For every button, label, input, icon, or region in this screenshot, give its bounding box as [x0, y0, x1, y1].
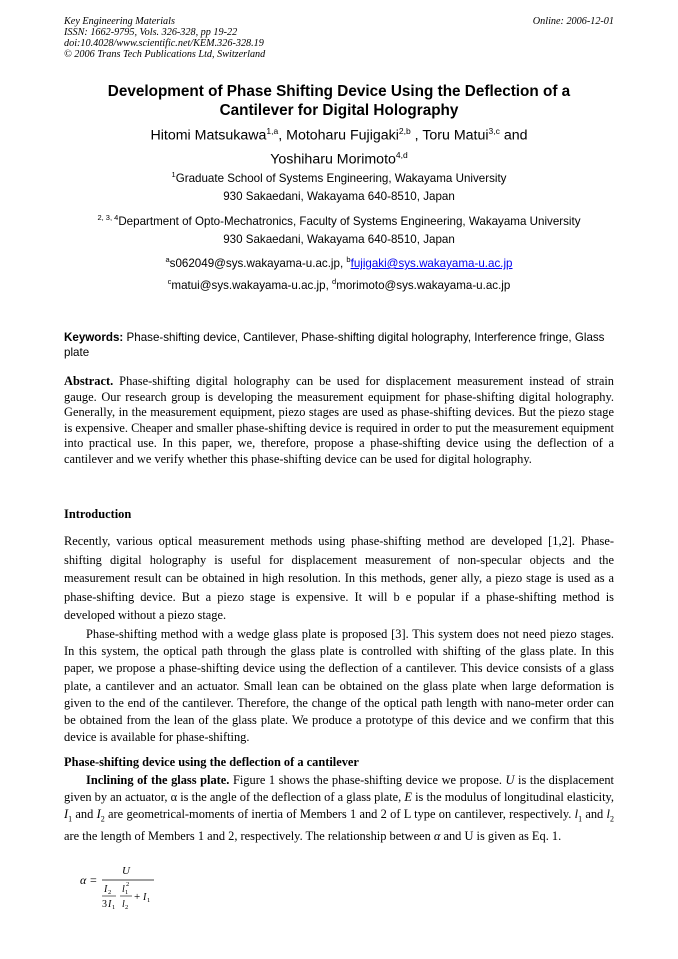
eq-l1: l — [122, 884, 125, 895]
author-4: Yoshiharu Morimoto — [270, 151, 396, 168]
s2-text: is the displacement given by an actuator, — [64, 773, 614, 805]
affiliation-1-text: Graduate School of Systems Engineering, Wakayama University — [175, 171, 507, 185]
email-c: matui@sys.wakayama-u.ac.jp, — [171, 278, 329, 292]
paper-title — [40, 82, 638, 120]
affiliation-2 — [20, 211, 658, 229]
introduction-paragraph-1: Recently, various optical measurement methods using phase-shifting method are developed [1,2]. Phase-shifting digital holography is useful for displacement measurement of non-specular objects and the measurement result can be obtained in high resolution. In this methods, gener ally, a piezo stage is used as a phase-shifting device. But a piezo stage is expensive. It will b e popular if a phase-shifting method is developed without a piezo stage. — [64, 534, 614, 623]
affiliation-2-text: Department of Opto-Mechatronics, Faculty of Systems Engineering, Wakayama University — [118, 214, 581, 228]
author-1: Hitomi Matsukawa — [150, 127, 267, 144]
eq-l1-exp: 2 — [126, 881, 130, 888]
keywords-label: Keywords: — [64, 331, 124, 344]
eq-I2-sub: 2 — [108, 889, 112, 896]
email-b-link[interactable]: fujigaki@sys.wakayama-u.ac.jp — [350, 256, 513, 270]
author-4-sup: 4,d — [395, 149, 408, 160]
s2-text: and — [72, 807, 97, 822]
author-sep: , — [410, 127, 419, 144]
var-i1: I — [64, 807, 69, 822]
var-alpha: α — [170, 790, 178, 805]
var-l2: l — [606, 807, 610, 822]
s2-text: are geometrical-moments of inertia of Members 1 and 2 of L type on cantilever, respectively. — [104, 807, 575, 822]
s2-text: is the modulus of longitudinal elasticity, — [411, 790, 614, 805]
affiliation-1 — [20, 168, 658, 186]
abstract — [64, 374, 614, 467]
var-u: U — [505, 773, 515, 787]
section-2-paragraph — [64, 772, 614, 845]
author-3-sup: 3,c — [488, 126, 500, 136]
eq-plus: + — [134, 891, 141, 903]
equation-1 — [80, 862, 170, 914]
s2-text: are the length of Members 1 and 2, respectively. The relationship between — [64, 829, 434, 844]
eq-I1: I — [108, 899, 112, 910]
eq-I2: I — [104, 884, 108, 895]
keywords-text: Phase-shifting device, Cantilever, Phase-shifting digital holography, Interference fringe, Glass plate — [64, 331, 605, 359]
eq-l1-sub: 1 — [125, 889, 129, 896]
author-and: and — [503, 127, 528, 144]
email-d-sup: d — [332, 277, 337, 286]
abstract-text: Phase-shifting digital holography can be used for displacement measurement instead of strain gauge. Our research group is developing the measurement equipment for phase-shifting digital holography. Generally, in the measurement equipment, piezo stages are used as phase-shifting devices. But the piezo stage is expensive. Cheaper and smaller phase-shifting device is required in order to put the measurement equipment into practical use. In this paper, we, therefore, propose a phase-shifting device using the deflection of a cantilever and we verify whether this phase-shifting device can be used for digital holography. — [64, 374, 614, 466]
author-3: Toru Matui — [422, 127, 489, 144]
affiliation-1-address: 930 Sakaedani, Wakayama 640-8510, Japan — [223, 190, 455, 203]
eq-l2: l — [122, 899, 125, 910]
var-i2: I — [96, 807, 101, 822]
doi-line: doi:10.4028/www.scientific.net/KEM.326-328.19 — [64, 38, 264, 49]
issn-line: ISSN: 1662-9795, Vols. 326-328, pp 19-22 — [64, 27, 238, 38]
eq-I1-sub: 1 — [112, 904, 116, 911]
abstract-label: Abstract. — [64, 374, 114, 388]
title-line-1: Development of Phase Shifting Device Using the Deflection of a — [107, 83, 571, 100]
introduction-paragraph-2: Phase-shifting method with a wedge glass plate is proposed [3]. This system does not need piezo stages. In this system, the optical path through the glass plate is controlled with shifting of the glass plate. In this paper, we propose a phase-shifting device using the deflection of a cantilever. This device consists of a glass plate, a cantilever and an actuator. Small lean can be obtained on the glass plate when large deformation is given to the end of the cantilever. Therefore, the change of the optical path length with nano-meter order can be obtained from the lean of the glass plate. We produce a prototype of this device and we confirm that this device is available for phase-shifting. — [64, 627, 614, 745]
var-alpha: α — [433, 829, 441, 844]
eq-numerator: U — [122, 865, 130, 877]
online-date: Online: 2006-12-01 — [532, 16, 614, 27]
author-1-sup: 1,a — [266, 126, 279, 136]
email-a-sup: a — [165, 255, 170, 264]
email-b-sup: b — [346, 255, 351, 264]
sub-1: 1 — [68, 814, 73, 824]
eq-l2-sub: 2 — [125, 904, 129, 911]
var-e: E — [404, 790, 412, 805]
affiliation-1-sup: 1 — [171, 170, 176, 179]
email-c-sup: c — [167, 277, 172, 286]
var-l1: l — [574, 807, 579, 822]
s2-text: Figure 1 shows the phase-shifting device we propose. — [229, 773, 506, 787]
section-2-heading: Phase-shifting device using the deflection of a cantilever — [64, 755, 359, 769]
author-2-sup: 2,b — [398, 126, 411, 136]
author-2: Motoharu Fujigaki — [286, 127, 399, 144]
email-a: s062049@sys.wakayama-u.ac.jp, — [169, 256, 344, 270]
email-line-1 — [20, 253, 658, 271]
eq-equals: = — [90, 873, 97, 887]
eq-three: 3 — [102, 899, 107, 910]
author-sep: , — [278, 127, 283, 144]
copyright-line: © 2006 Trans Tech Publications Ltd, Switzerland — [64, 49, 266, 60]
title-line-2: Cantilever for Digital Holography — [219, 102, 459, 119]
email-d: morimoto@sys.wakayama-u.ac.jp — [336, 278, 511, 292]
eq-alpha: α — [80, 873, 87, 887]
author-list — [30, 122, 648, 169]
affiliation-2-address: 930 Sakaedani, Wakayama 640-8510, Japan — [223, 233, 455, 246]
subsection-heading: Inclining of the glass plate. — [86, 773, 230, 787]
s2-text: is the angle of the deflection of a glass plate, — [177, 790, 405, 805]
journal-name: Key Engineering Materials — [64, 16, 175, 27]
eq-I1-b: I — [143, 892, 147, 903]
introduction-heading: Introduction — [64, 507, 132, 521]
sub-2: 2 — [100, 814, 105, 824]
sub-1: 1 — [578, 814, 583, 824]
affiliation-2-sup: 2, 3, 4 — [97, 213, 119, 222]
email-line-2 — [20, 275, 658, 293]
s2-text: and — [582, 807, 607, 822]
keywords — [64, 330, 616, 360]
s2-text: and U is given as Eq. 1. — [440, 829, 562, 844]
sub-2: 2 — [610, 814, 614, 824]
eq-I1-b-sub: 1 — [147, 897, 151, 904]
